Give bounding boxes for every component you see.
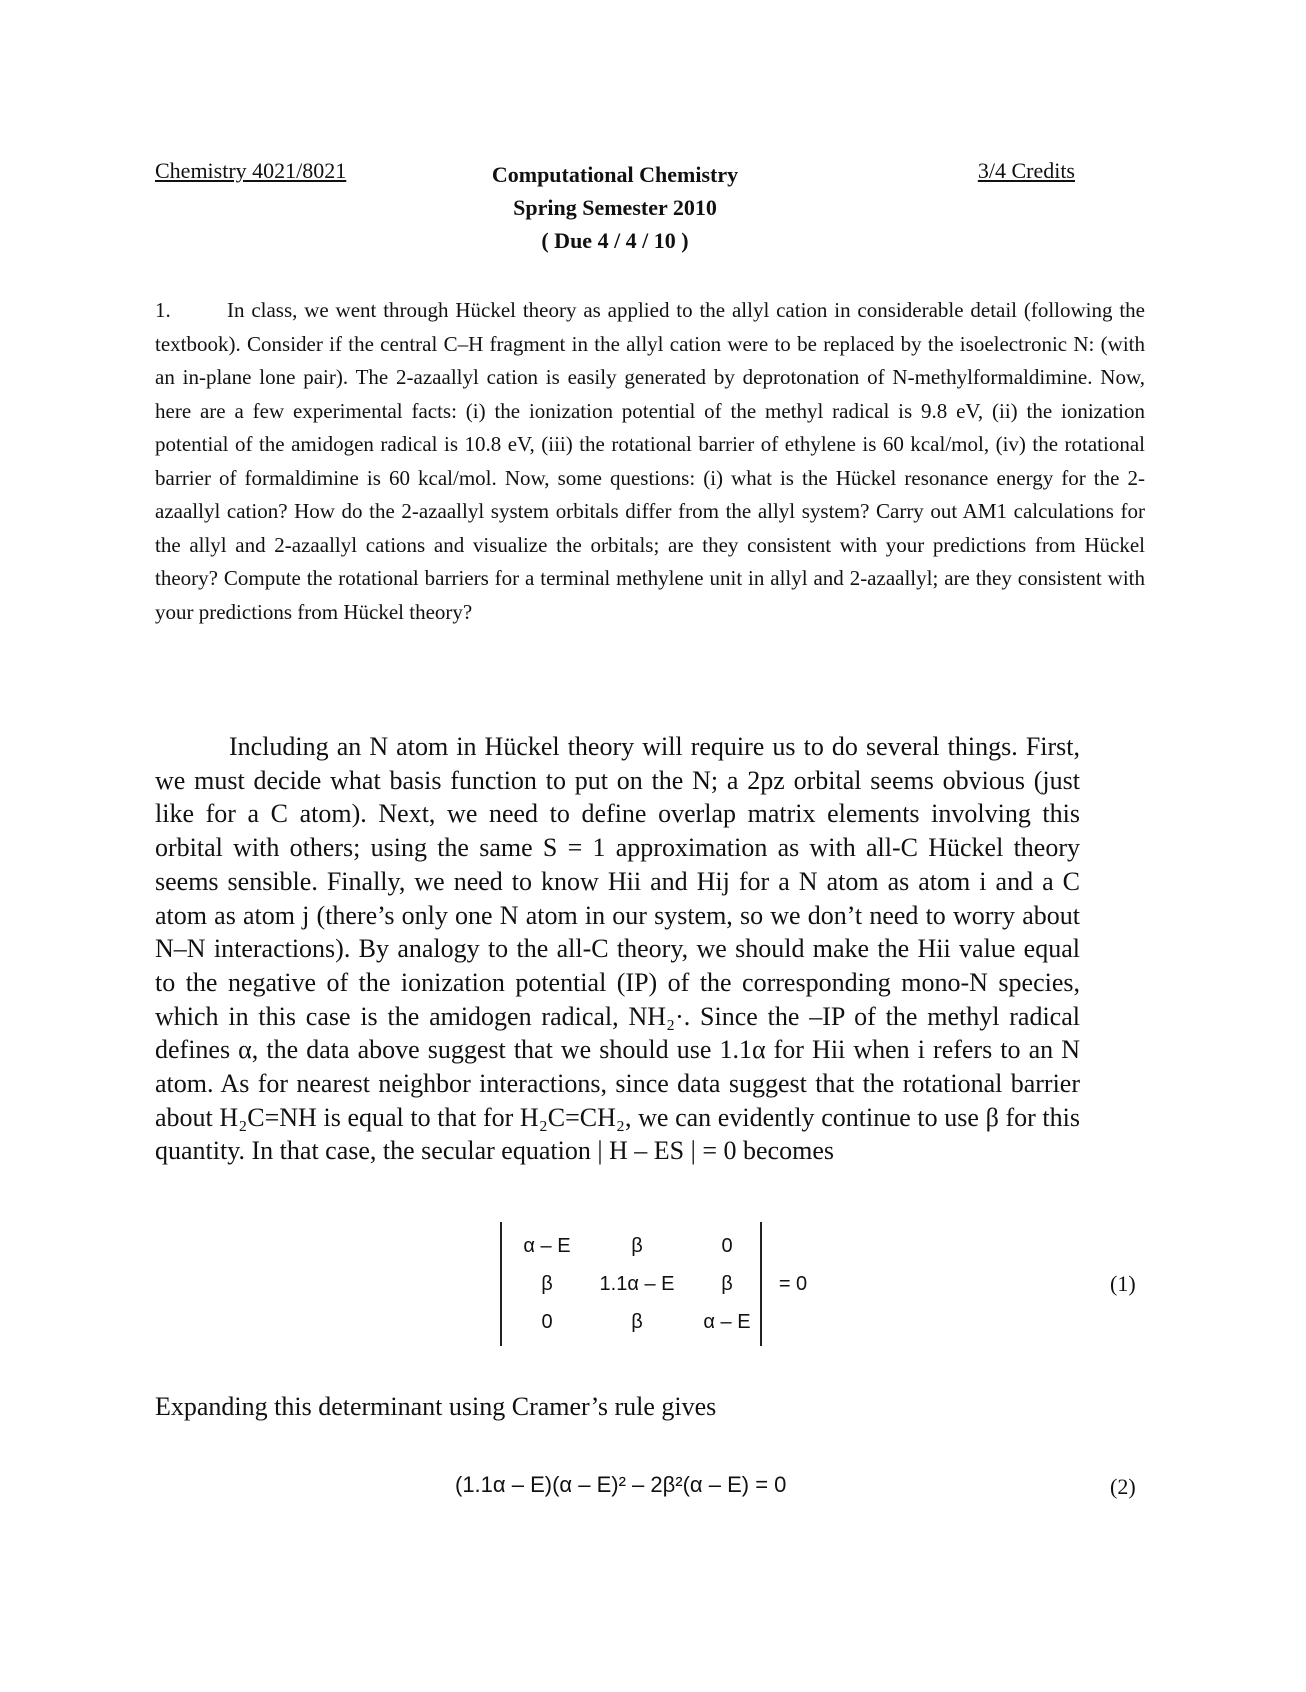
- semester: Spring Semester 2010: [513, 195, 717, 220]
- matrix-cell: 0: [721, 1235, 733, 1257]
- matrix-cell: 1.1α – E: [599, 1273, 675, 1295]
- equation-2-label: (2): [1110, 1474, 1136, 1499]
- matrix-cell: β: [631, 1311, 643, 1333]
- matrix-cell: β: [721, 1273, 733, 1295]
- matrix-cell: β: [631, 1235, 643, 1257]
- equation-1-label: (1): [1110, 1271, 1136, 1296]
- due-date: ( Due 4 / 4 / 10 ): [541, 228, 689, 253]
- matrix-cell: α – E: [703, 1311, 751, 1333]
- equation-2: (1.1α – E)(α – E)² – 2β²(α – E) = 0: [455, 1472, 787, 1497]
- answer-paragraph: [155, 730, 1080, 1168]
- equation-1: [500, 1222, 808, 1346]
- course-number: Chemistry 4021/8021: [155, 158, 347, 183]
- title-block: [155, 158, 1075, 257]
- answer-text: Including an N atom in Hückel theory will require us to do several things. First, we must decide what basis function to put on the N; a 2pz orbital seems obvious (just like for a C atom). Next, we need to define overlap matrix elements involving this orbital with others; using the same S = 1 approximation as with all-C Hückel theory seems sensible. Finally, we need to know Hii and Hij for a N atom as atom i and a C atom as atom j (there’s only one N atom in our system, so we don’t need to worry about N–N interactions). By analogy to the all-C theory, we should make the Hii value equal to the negative of the ionization potential (IP) of the corresponding mono-N species, which in this case is the amidogen radical, NH₂·. Since the –IP of the methyl radical defines α, the data above suggest that we should use 1.1α for Hii when i refers to an N atom. As for nearest neighbor interactions, since data suggest that the rotational barrier about H₂C=NH is equal to that for H₂C=CH₂, we can evidently continue to use β for this quantity. In that case, the secular equation | H – ES | = 0 becomes: [155, 732, 1080, 1166]
- course-title: Computational Chemistry: [491, 162, 739, 187]
- header: [155, 158, 1075, 258]
- matrix-cell: β: [541, 1273, 553, 1295]
- problem-number: 1.: [155, 298, 171, 322]
- problem-statement: [155, 294, 1145, 629]
- matrix-cell: 0: [541, 1311, 553, 1333]
- expansion-text: Expanding this determinant using Cramer’s rule gives: [155, 1392, 717, 1421]
- problem-text: In class, we went through Hückel theory as applied to the allyl cation in considerable detail (following the textbook). Consider if the central C–H fragment in the allyl cation were to be replaced by the isoelectronic N: (with an in-plane lone pair). The 2-azaallyl cation is easily generated by deprotonation of N-methylformaldimine. Now, here are a few experimental facts: (i) the ionization potential of the methyl radical is 9.8 eV, (ii) the ionization potential of the amidogen radical is 10.8 eV, (iii) the rotational barrier of ethylene is 60 kcal/mol, (iv) the rotational barrier of formaldimine is 60 kcal/mol. Now, some questions: (i) what is the Hückel resonance energy for the 2-azaallyl cation? How do the 2-azaallyl system orbitals differ from the allyl system? Carry out AM1 calculations for the allyl and 2-azaallyl cations and visualize the orbitals; are they consistent with your predictions from Hückel theory? Compute the rotational barriers for a terminal methylene unit in allyl and 2-azaallyl; are they consistent with your predictions from Hückel theory?: [155, 298, 1145, 624]
- matrix-cell: α – E: [523, 1235, 571, 1257]
- credits: 3/4 Credits: [977, 158, 1075, 183]
- equation-rhs: = 0: [778, 1273, 808, 1295]
